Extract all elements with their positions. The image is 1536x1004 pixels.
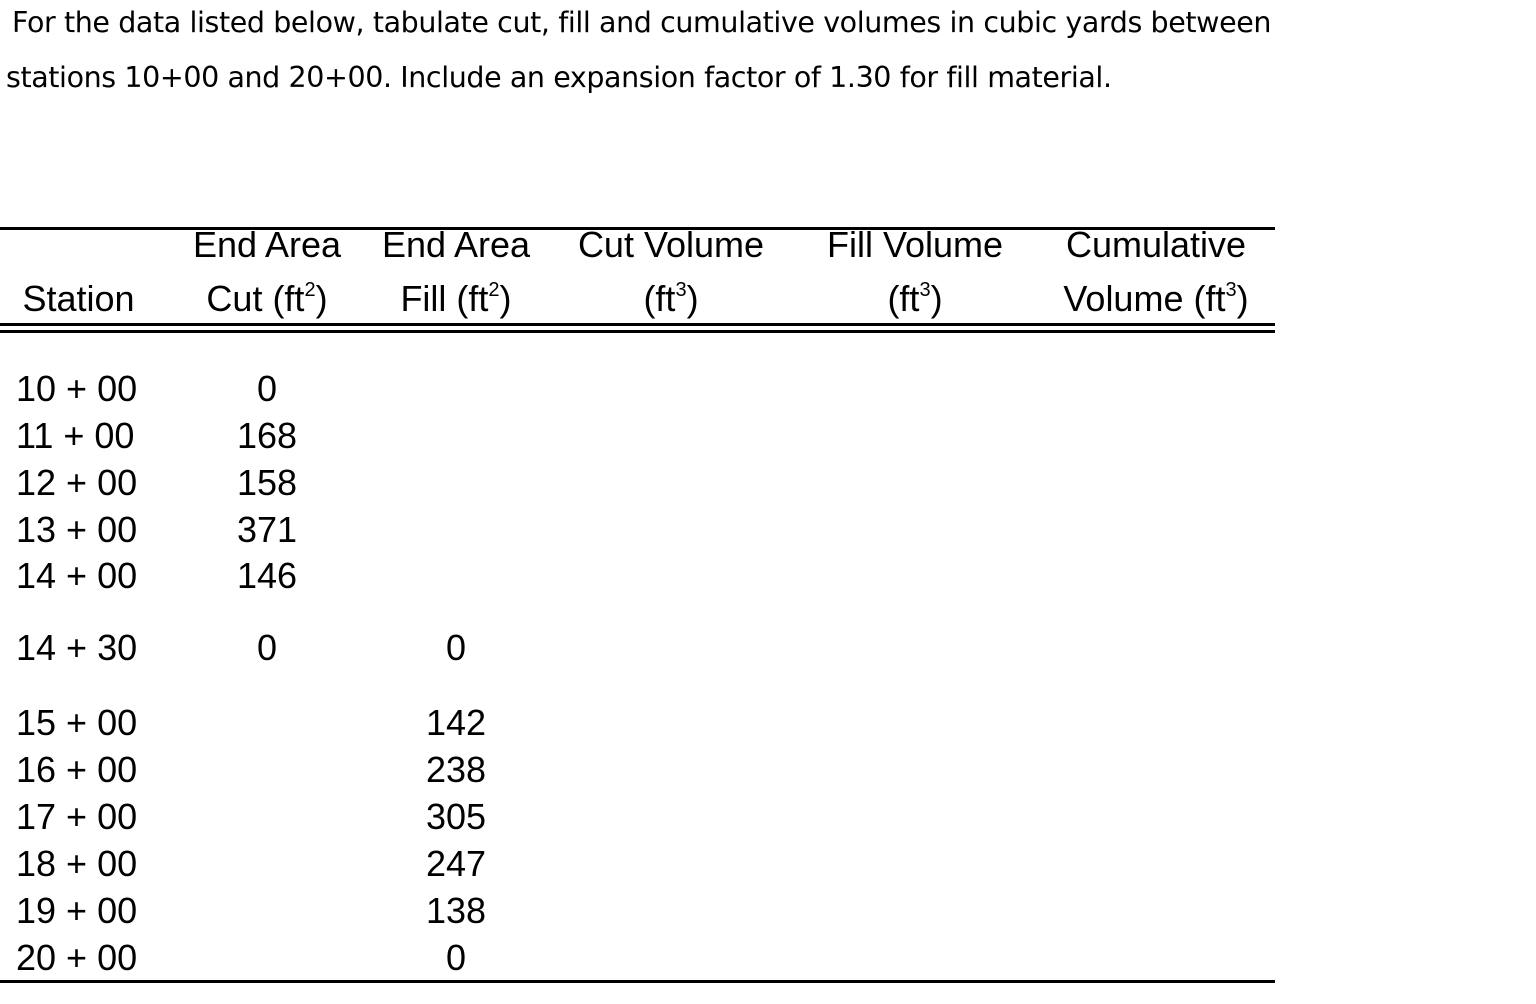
table-cell-fill-area: 0 [445, 937, 467, 978]
table-cell-station: 20 + 00 [16, 937, 138, 978]
table-cell-cut-area: 158 [236, 462, 298, 503]
table-cell-station: 11 + 00 [16, 415, 135, 456]
table-cell-station: 16 + 00 [16, 749, 138, 790]
table-cell-cut-area: 146 [236, 555, 298, 596]
table-cell-cut-area: 0 [256, 368, 278, 409]
table-cell-station: 12 + 00 [16, 462, 138, 503]
problem-line-1: For the data listed below, tabulate cut, fill and cumulative volumes in cubic yards between [12, 6, 1272, 39]
header-cut-volume: Cut Volume $(ft^3)$ [577, 224, 765, 319]
header-cumulative-volume: Cumulative Volume $(ft^3)$ [1063, 224, 1249, 319]
table-cell-cut-area: 168 [236, 415, 298, 456]
table-cell-fill-area: 238 [425, 749, 487, 790]
table-cell-cut-area: 0 [256, 627, 278, 668]
table-cell-fill-area: 142 [425, 702, 487, 743]
header-end-area-cut: End Area Cut $(ft^2)$ [192, 224, 342, 319]
table-cell-station: 15 + 00 [16, 702, 138, 743]
header-end-area-fill: End Area Fill $(ft^2)$ [381, 224, 531, 319]
header-station: Station [22, 278, 135, 319]
problem-line-2: stations 10+00 and 20+00. Include an expansion factor of 1.30 for fill material. [6, 61, 1112, 94]
table-cell-station: 19 + 00 [16, 890, 138, 931]
header-fill-volume: Fill Volume $(ft^3)$ [826, 224, 1004, 319]
table-cell-station: 14 + 30 [16, 627, 138, 668]
table-cell-fill-area: 247 [425, 843, 487, 884]
table-bottom-rule [0, 980, 1275, 983]
table-cell-station: 13 + 00 [16, 509, 138, 550]
table-cell-fill-area: 138 [425, 890, 487, 931]
table-cell-fill-area: 0 [445, 627, 467, 668]
table-cell-station: 14 + 00 [16, 555, 138, 596]
problem-statement [6, 0, 1496, 105]
table-cell-station: 17 + 00 [16, 796, 138, 837]
table-cell-station: 18 + 00 [16, 843, 138, 884]
table-cell-fill-area: 305 [425, 796, 487, 837]
table-cell-station: 10 + 00 [16, 368, 138, 409]
table-cell-cut-area: 371 [236, 509, 298, 550]
